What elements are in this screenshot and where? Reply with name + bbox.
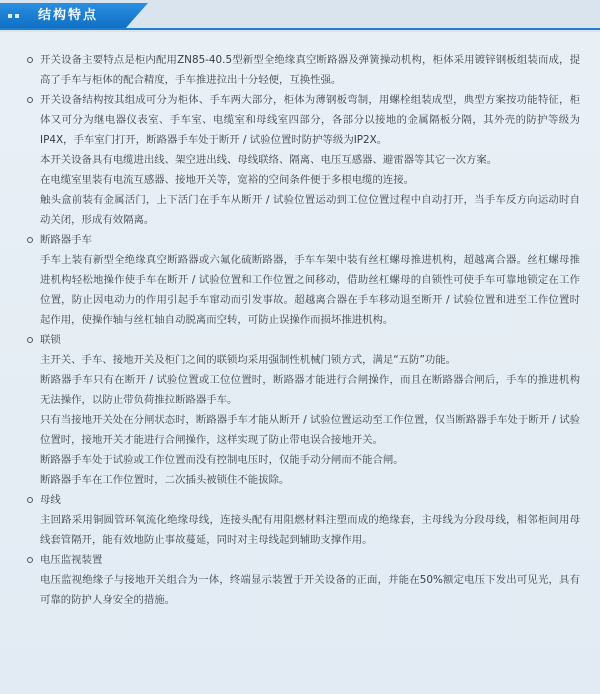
bullet-icon [27, 97, 33, 103]
decor-dots-icon [8, 12, 26, 20]
feature-paragraph: 手车上装有新型全绝缘真空断路器或六氟化硫断路器，手车车架中装有丝杠螺母推进机构，超越离合器。丝杠螺母推进机构轻松地操作使手车在断开 / 试验位置和工作位置之间移动，借助丝杠螺母的自锁性可使手车可靠地锁定在工作位置，防止因电动力的作用引起手车窜动而引发事故。超越离合器在手车移动退至断开 / 试验位置和进至工作位置时起作用，使操作轴与丝杠轴自动脱离而空转，可防止误操作而损坏推进机构。 [40, 254, 580, 326]
header-bar [0, 0, 600, 32]
feature-paragraph: 在电缆室里装有电流互感器、接地开关等，宽裕的空间条件便于多根电缆的连接。 [40, 174, 415, 186]
feature-item [40, 90, 580, 230]
feature-paragraph: 主回路采用铜圆管环氧流化绝缘母线，连接头配有用阻燃材料注塑而成的绝缘套，主母线为分段母线，相邻柜间用母线套管隔开，能有效地防止事故蔓延，同时对主母线起到辅助支撑作用。 [40, 514, 580, 546]
feature-paragraph: 电压监视绝缘子与接地开关组合为一体，终端显示装置于开关设备的正面，并能在50%额定电压下发出可见光，具有可靠的防护人身安全的措施。 [40, 574, 580, 606]
feature-item [40, 330, 580, 490]
feature-item [40, 490, 580, 550]
bullet-icon [27, 337, 33, 343]
feature-heading: 母线 [40, 494, 61, 506]
feature-item [40, 50, 580, 90]
bullet-icon [27, 497, 33, 503]
feature-paragraph: 断路器手车在工作位置时，二次插头被锁住不能拔除。 [40, 474, 290, 486]
feature-heading: 断路器手车 [40, 234, 92, 246]
feature-heading: 联锁 [40, 334, 61, 346]
feature-item [40, 230, 580, 330]
feature-list [40, 50, 580, 610]
bullet-icon [27, 57, 33, 63]
feature-paragraph: 断路器手车只有在断开 / 试验位置或工位位置时，断路器才能进行合闸操作，而且在断路器合闸后，手车的推进机构无法操作，以防止带负荷推拉断路器手车。 [40, 374, 580, 406]
feature-paragraph: 本开关设备具有电缆进出线、架空进出线、母线联络、隔离、电压互感器、避雷器等其它一次方案。 [40, 154, 498, 166]
header-divider [0, 28, 600, 30]
feature-heading: 开关设备主要特点是柜内配用ZN85-40.5型新型全绝缘真空断路器及弹簧操动机构，柜体采用镀锌钢板组装而成，提高了手车与柜体的配合精度，手车推进拉出十分轻便，互换性强。 [40, 54, 580, 86]
feature-paragraph: 触头盒前装有金属活门，上下活门在手车从断开 / 试验位置运动到工位位置过程中自动打开，当手车反方向运动时自动关闭，形成有效隔离。 [40, 194, 580, 226]
feature-heading: 电压监视装置 [40, 554, 103, 566]
feature-paragraph: 主开关、手车、接地开关及柜门之间的联锁均采用强制性机械门锁方式，满足“五防”功能。 [40, 354, 456, 366]
feature-item [40, 550, 580, 610]
bullet-icon [27, 557, 33, 563]
section-title: 结构特点 [38, 8, 99, 23]
feature-heading: 开关设备结构按其组成可分为柜体、手车两大部分，柜体为薄钢板弯制，用螺栓组装成型，典型方案按功能特征，柜体又可分为继电器仪表室、手车室、电缆室和母线室四部分，各部分以接地的金属隔板分隔，其外壳的防护等级为IP4X，手车室门打开，断路器手车处于断开 / 试验位置时防护等级为IP2X。 [40, 94, 580, 146]
feature-paragraph: 只有当接地开关处在分闸状态时，断路器手车才能从断开 / 试验位置运动至工作位置，仅当断路器手车处于断开 / 试验位置时，接地开关才能进行合闸操作，这样实现了防止带电误合接地开关。 [40, 414, 580, 446]
bullet-icon [27, 237, 33, 243]
feature-paragraph: 断路器手车处于试验或工作位置而没有控制电压时，仅能手动分闸而不能合闸。 [40, 454, 404, 466]
